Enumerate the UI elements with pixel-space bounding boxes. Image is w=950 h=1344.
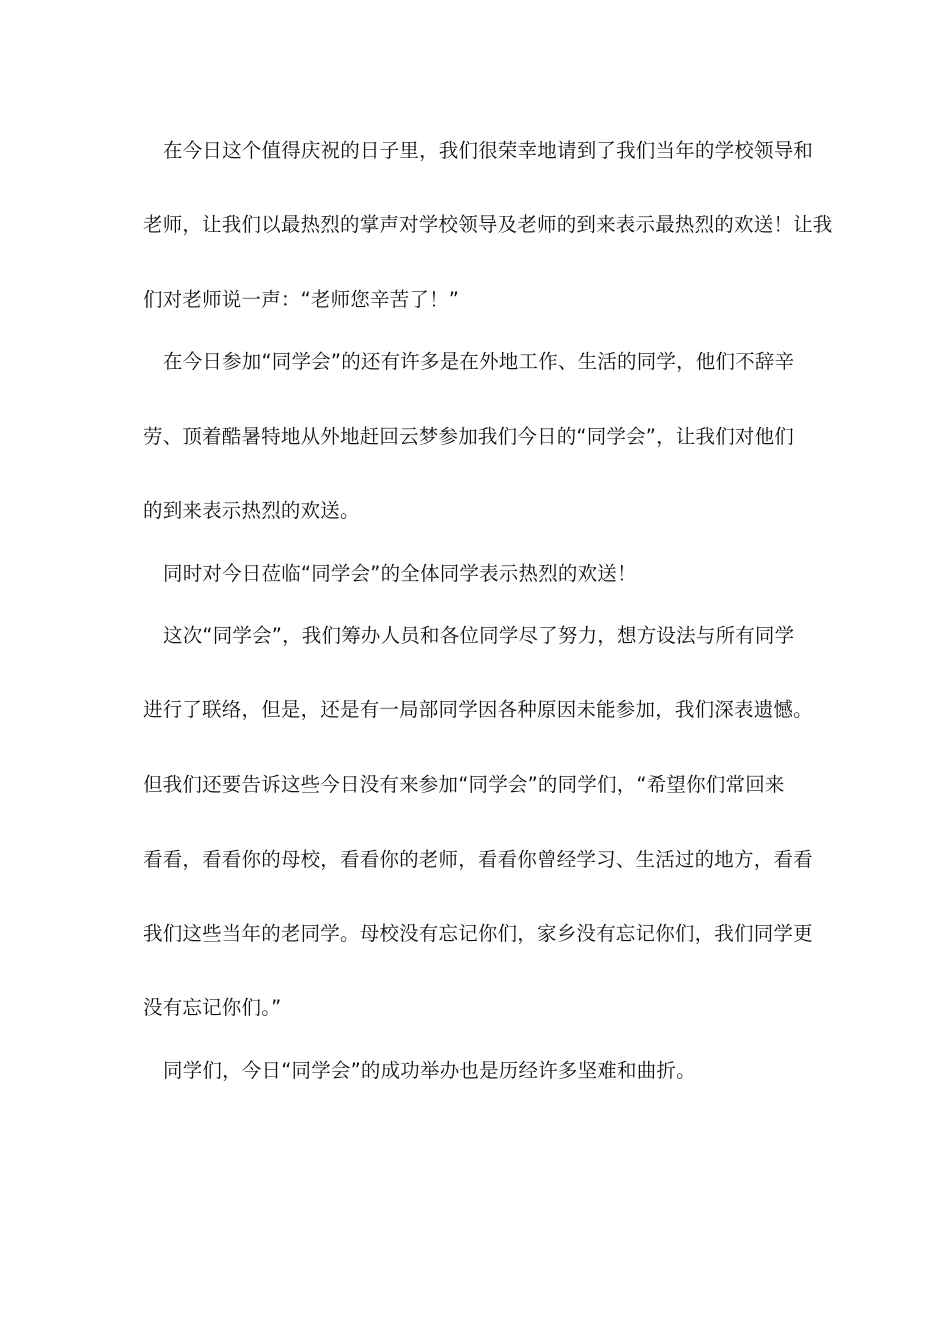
paragraph-4-line-2: 进行了联络，但是，还是有一局部同学因各种原因未能参加，我们深表遗憾。 [143,698,813,721]
paragraph-2-line-3: 的到来表示热烈的欢送。 [143,499,360,522]
paragraph-4-line-3: 但我们还要告诉这些今日没有来参加“同学会”的同学们，“希望你们常回来 [143,773,785,796]
paragraph-4-line-6: 没有忘记你们。” [143,996,282,1019]
paragraph-1-line-1: 在今日这个值得庆祝的日子里，我们很荣幸地请到了我们当年的学校领导和 [163,139,814,162]
paragraph-2-line-1: 在今日参加“同学会”的还有许多是在外地工作、生活的同学，他们不辞辛 [163,350,795,373]
paragraph-4-line-5: 我们这些当年的老同学。母校没有忘记你们，家乡没有忘记你们，我们同学更 [143,922,813,945]
paragraph-2-line-2: 劳、顶着酷暑特地从外地赶回云梦参加我们今日的“同学会”，让我们对他们 [143,425,795,448]
paragraph-5-line-1: 同学们，今日“同学会”的成功举办也是历经许多坚难和曲折。 [163,1059,696,1082]
paragraph-1-line-2: 老师，让我们以最热烈的掌声对学校领导及老师的到来表示最热烈的欢送！让我 [143,213,833,236]
paragraph-3-line-1: 同时对今日莅临“同学会”的全体同学表示热烈的欢送！ [163,562,637,585]
paragraph-4-line-1: 这次“同学会”，我们筹办人员和各位同学尽了努力，想方设法与所有同学 [163,624,795,647]
paragraph-1-line-3: 们对老师说一声：“老师您辛苦了！” [143,288,460,311]
paragraph-4-line-4: 看看，看看你的母校，看看你的老师，看看你曾经学习、生活过的地方，看看 [143,848,813,871]
